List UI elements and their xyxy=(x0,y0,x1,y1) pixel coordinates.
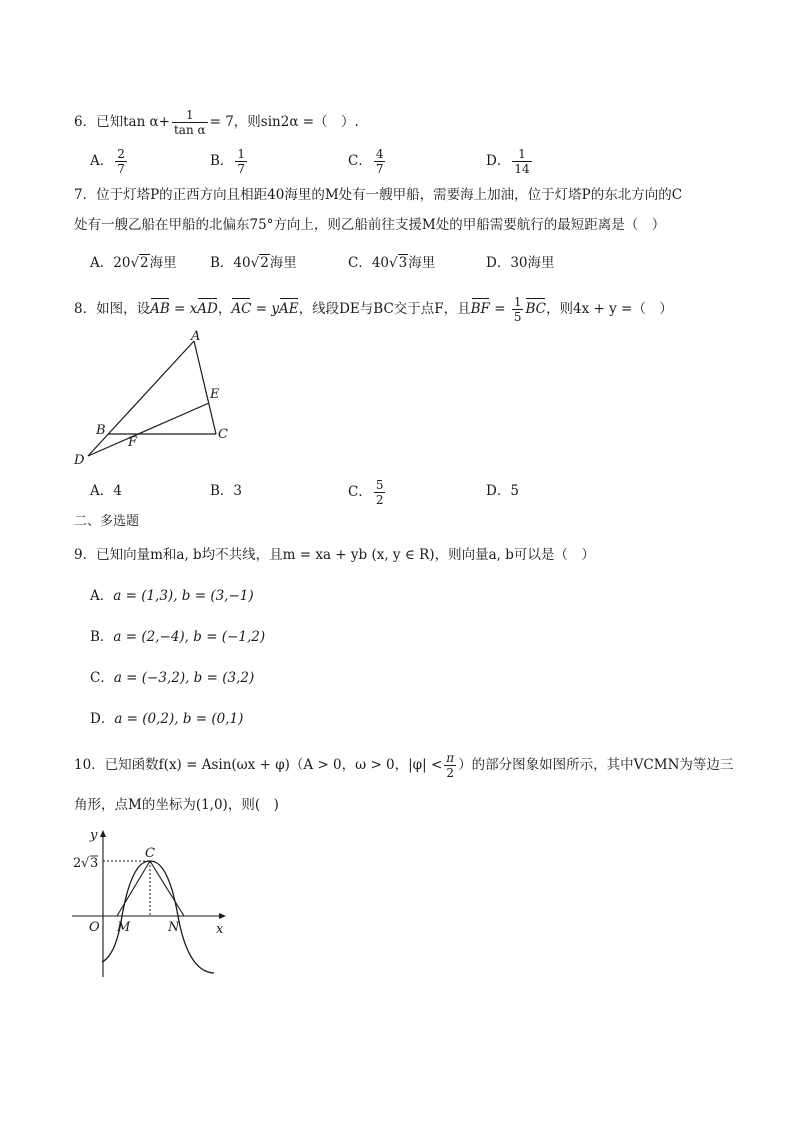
q6-frac-num: 1 xyxy=(172,108,208,123)
sine-curve xyxy=(102,861,214,973)
option-text: 5 xyxy=(510,483,519,499)
option-fraction xyxy=(374,147,386,176)
q8-text: = xyxy=(489,301,510,317)
q8-option-c xyxy=(348,478,387,507)
q9-option-a xyxy=(90,586,254,606)
q6-text-post: = 7，则sin2α =（ ）. xyxy=(209,114,359,130)
option-text: 30海里 xyxy=(510,255,555,271)
q8-number: 8． xyxy=(74,301,97,317)
q8-option-b xyxy=(210,481,242,501)
q6-text-pre: 已知tan α+ xyxy=(96,114,170,130)
frac-den: 7 xyxy=(117,162,125,176)
label-y: y xyxy=(90,828,98,843)
vector-ad: AD xyxy=(197,301,218,317)
q8-text: ，则4x + y =（ ） xyxy=(546,301,673,317)
vector-ae: AE xyxy=(278,301,299,317)
label-amplitude-radicand: 3 xyxy=(90,856,99,871)
option-letter: B． xyxy=(210,153,234,169)
q7-option-d xyxy=(486,253,555,273)
q7-option-b: B．40√2海里 xyxy=(210,255,297,271)
y-axis-arrow-icon xyxy=(100,830,106,837)
x-axis-arrow-icon xyxy=(219,913,226,919)
option-text: a = (0,2), b = (0,1) xyxy=(114,711,244,727)
option-unit: 海里 xyxy=(408,255,436,271)
label-c: C xyxy=(218,427,228,442)
q10-fraction xyxy=(444,751,456,780)
option-letter: C． xyxy=(348,153,372,169)
q7-option-a: A．20√2海里 xyxy=(90,255,177,271)
label-m: M xyxy=(117,920,131,935)
q6-option-b xyxy=(210,147,249,176)
label-o: O xyxy=(89,920,100,935)
vector-bc: BC xyxy=(525,301,546,317)
segment-ad xyxy=(88,341,194,456)
q8-text: = x xyxy=(169,301,198,317)
option-letter: A． xyxy=(90,153,114,169)
q6-frac-den: tan α xyxy=(173,123,206,137)
vector-bf: BF xyxy=(470,301,490,317)
option-fraction xyxy=(115,147,127,176)
q9-stem: 9．已知向量m和a, b均不共线，且m = xa + yb (x, y ∈ R)，则向量a, b可以是（ ） xyxy=(74,547,595,563)
label-a: A xyxy=(191,329,201,344)
q6-option-c xyxy=(348,147,387,176)
segment-de xyxy=(88,403,209,456)
option-letter: D． xyxy=(90,711,115,727)
option-radicand: 2 xyxy=(140,255,149,271)
option-fraction xyxy=(235,147,247,176)
frac-num: 5 xyxy=(375,478,384,492)
q8-text: 如图，设 xyxy=(96,301,151,317)
q8-stem xyxy=(74,295,673,324)
option-text: a = (1,3), b = (3,−1) xyxy=(113,588,254,604)
option-letter: C． xyxy=(90,670,114,686)
frac-den: 7 xyxy=(237,162,246,176)
q8-option-a xyxy=(90,481,122,501)
q8-text: = y xyxy=(251,301,279,317)
option-radicand: 2 xyxy=(260,255,269,271)
label-c: C xyxy=(145,846,155,861)
option-radicand: 3 xyxy=(398,255,408,271)
option-letter: B． xyxy=(210,255,234,271)
frac-den: 2 xyxy=(375,493,384,507)
q10-text-pre: 10．已知函数f(x) = Asin(ωx + φ)（A > 0，ω > 0，|φ| < xyxy=(74,757,443,773)
option-text: 4 xyxy=(113,483,122,499)
side-cm xyxy=(117,861,150,916)
option-fraction xyxy=(374,478,386,507)
side-cn xyxy=(150,861,184,916)
vector-ab: AB xyxy=(150,301,170,317)
label-n: N xyxy=(168,920,180,935)
q8-option-d xyxy=(486,481,519,501)
frac-den: 14 xyxy=(514,162,530,176)
frac-den: 2 xyxy=(446,766,455,780)
q7-stem-line1: 7．位于灯塔P的正西方向且相距40海里的M处有一艘甲船，需要海上加油，位于灯塔P的东北方向的C xyxy=(74,187,683,203)
q6-option-a xyxy=(90,147,129,176)
section-heading: 二、多选题 xyxy=(74,514,140,529)
q8-fraction xyxy=(512,295,524,324)
q9-option-b xyxy=(90,627,265,647)
option-unit: 海里 xyxy=(269,255,297,271)
option-letter: D． xyxy=(486,483,511,499)
frac-num: 1 xyxy=(237,147,246,161)
q10-stem-line1 xyxy=(74,751,733,780)
sqrt-symbol-icon: √ xyxy=(81,856,90,871)
label-x: x xyxy=(216,922,224,937)
option-text: a = (−3,2), b = (3,2) xyxy=(113,670,255,686)
option-letter: A． xyxy=(90,483,114,499)
option-coef: 40 xyxy=(233,255,251,271)
q7-option-c: C．40√3海里 xyxy=(348,255,436,271)
label-amplitude-coef: 2 xyxy=(73,856,82,871)
option-letter: D． xyxy=(486,255,511,271)
option-coef: 40 xyxy=(371,255,390,271)
option-letter: B． xyxy=(210,483,234,499)
option-unit: 海里 xyxy=(149,255,177,271)
option-coef: 20 xyxy=(113,255,131,271)
q6-number: 6． xyxy=(74,114,97,130)
label-f: F xyxy=(128,435,138,450)
frac-num: 1 xyxy=(512,147,531,162)
frac-num: π xyxy=(446,751,455,765)
q10-stem-line2: 角形，点M的坐标为(1,0)，则( ) xyxy=(74,797,279,813)
option-letter: A． xyxy=(90,588,114,604)
q8-triangle-figure xyxy=(70,328,240,473)
q10-sine-graph xyxy=(68,825,238,985)
option-letter: B． xyxy=(90,629,114,645)
q8-text: ，线段DE与BC交于点F，且 xyxy=(298,301,471,317)
option-fraction xyxy=(512,147,531,176)
q8-text: ， xyxy=(217,301,232,317)
label-e: E xyxy=(210,387,220,402)
vector-ac: AC xyxy=(231,301,252,317)
label-d: D xyxy=(74,453,85,468)
q9-option-d xyxy=(90,709,243,729)
label-b: B xyxy=(96,423,106,438)
q6-stem xyxy=(74,108,359,137)
frac-num: 1 xyxy=(513,295,522,309)
option-letter: A． xyxy=(90,255,114,271)
frac-num: 2 xyxy=(117,147,125,161)
option-text: 3 xyxy=(233,483,243,499)
frac-den: 7 xyxy=(375,162,384,176)
q9-option-c xyxy=(90,668,254,688)
q10-text-post: ）的部分图象如图所示，其中VCMN为等边三 xyxy=(458,757,734,773)
frac-den: 5 xyxy=(513,310,522,324)
option-letter: C． xyxy=(348,255,372,271)
frac-num: 4 xyxy=(375,147,384,161)
option-text: a = (2,−4), b = (−1,2) xyxy=(113,629,266,645)
q6-option-d xyxy=(486,147,534,176)
option-letter: C． xyxy=(348,484,372,500)
q6-fraction xyxy=(172,108,208,137)
q7-stem-line2: 处有一艘乙船在甲船的北偏东75°方向上，则乙船前往支援M处的甲船需要航行的最短距离是（ ） xyxy=(74,217,666,233)
option-letter: D． xyxy=(486,153,511,169)
